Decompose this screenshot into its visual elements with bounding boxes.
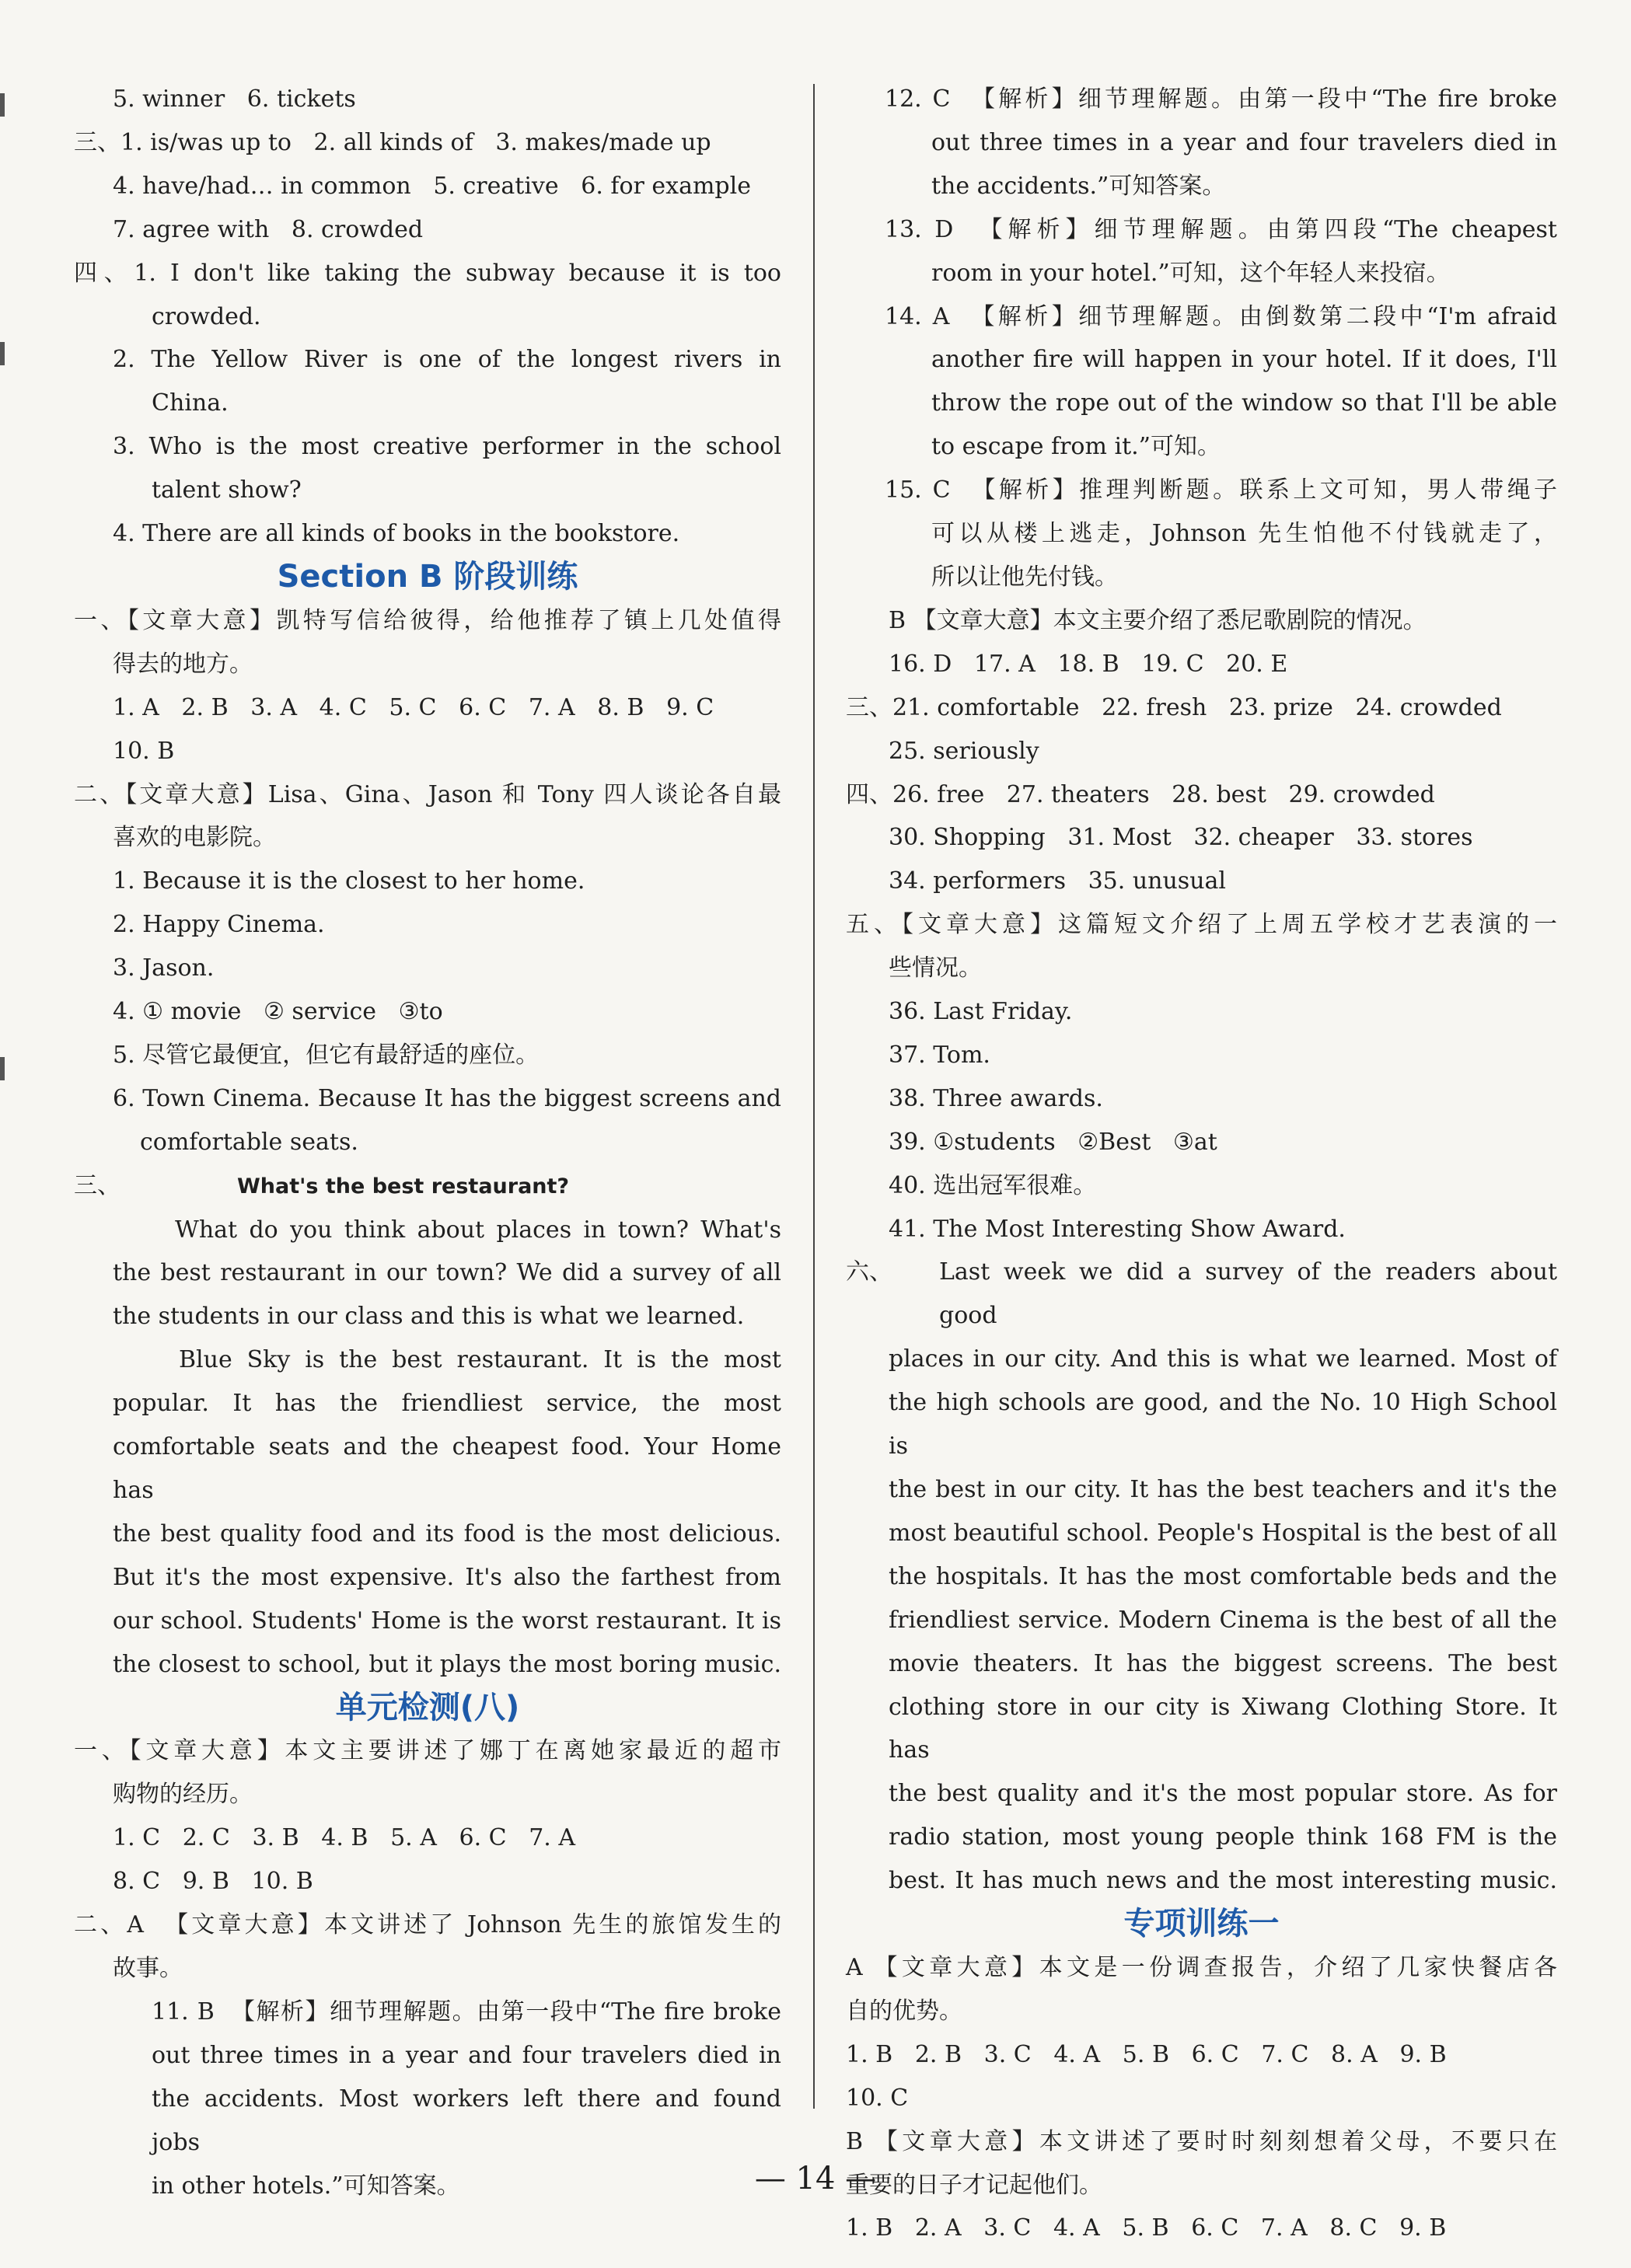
column-divider: [813, 84, 815, 2109]
answer-line: 故事。: [113, 1954, 183, 1982]
answer-line: 14. A 【解析】细节理解题。由倒数第二段中“I'm afraid: [885, 302, 1557, 330]
section-number: 三、: [74, 1171, 120, 1199]
answer-line: 四、26. free 27. theaters 28. best 29. crowded: [846, 780, 1435, 808]
answer-line: 12. C 【解析】细节理解题。由第一段中“The fire broke: [885, 85, 1557, 113]
answer-line: 4. have/had… in common 5. creative 6. for example: [113, 172, 751, 200]
essay-line: What do you think about places in town? What's: [175, 1216, 781, 1244]
answer-line: comfortable seats.: [140, 1128, 358, 1156]
answer-line: 39. ①students ②Best ③at: [889, 1128, 1217, 1156]
answer-line: 自的优势。: [846, 1997, 962, 2025]
answer-line: 可以从楼上逃走，Johnson 先生怕他不付钱就走了，: [931, 520, 1557, 548]
answer-line: room in your hotel.”可知，这个年轻人来投宿。: [931, 259, 1450, 287]
answer-line: B 【文章大意】本文主要介绍了悉尼歌剧院的情况。: [889, 606, 1427, 634]
answer-line: 37. Tom.: [889, 1041, 990, 1069]
answer-line: the accidents.”可知答案。: [931, 172, 1226, 200]
edge-mark: [0, 342, 5, 365]
essay-line: best. It has much news and the most interesting music.: [889, 1867, 1557, 1895]
answer-line: 3. Jason.: [113, 954, 215, 982]
answer-line: 13. D 【解析】细节理解题。由第四段“The cheapest: [885, 215, 1557, 243]
page-number: — 14 —: [754, 2161, 877, 2196]
answer-line: throw the rope out of the window so that I'll be able: [931, 389, 1557, 417]
answer-line: 1. Because it is the closest to her home.: [113, 867, 585, 895]
answer-line: the accidents. Most workers left there and found jobs: [152, 2085, 789, 2156]
answer-line: another fire will happen in your hotel. If it does, I'll: [931, 346, 1557, 374]
essay-line: the hospitals. It has the most comfortable beds and the: [889, 1562, 1557, 1590]
essay-line: comfortable seats and the cheapest food. Your Home has: [113, 1433, 789, 1504]
answer-line: 10. C: [846, 2084, 909, 2112]
answer-line: 重要的日子才记起他们。: [846, 2171, 1102, 2199]
left-column: [74, 78, 789, 2207]
essay-line: popular. It has the friendliest service, the most: [113, 1390, 781, 1418]
section-number: 六、: [846, 1258, 892, 1286]
answer-line: 所以让他先付钱。: [931, 563, 1118, 591]
answer-line: 2. Happy Cinema.: [113, 911, 325, 939]
answer-line: 4. ① movie ② service ③to: [113, 998, 443, 1026]
answer-line: 8. C 9. B 10. B: [113, 1868, 313, 1896]
answer-line: to escape from it.”可知。: [931, 433, 1221, 461]
answer-line: 5. 尽管它最便宜，但它有最舒适的座位。: [113, 1041, 540, 1069]
answer-line: 些情况。: [889, 954, 982, 982]
essay-title: What's the best restaurant?: [237, 1174, 570, 1199]
answer-line: 34. performers 35. unusual: [889, 867, 1227, 895]
essay-line: the best restaurant in our town? We did a survey of all: [113, 1259, 781, 1287]
essay-line: friendliest service. Modern Cinema is the best of all the: [889, 1606, 1557, 1634]
answer-line: 一、【文章大意】凯特写信给彼得，给他推荐了镇上几处值得: [74, 606, 781, 634]
answer-line: 二、【文章大意】Lisa、Gina、Jason 和 Tony 四人谈论各自最: [74, 780, 781, 808]
answer-line: 41. The Most Interesting Show Award.: [889, 1215, 1346, 1243]
answer-line: 1. B 2. A 3. C 4. A 5. B 6. C 7. A 8. C 9. B: [846, 2214, 1447, 2242]
essay-line: the best quality food and its food is the most delicious.: [113, 1520, 781, 1547]
section-heading: Section B 阶段训练: [277, 558, 578, 595]
essay-line: the students in our class and this is what we learned.: [113, 1303, 745, 1331]
section-heading: 专项训练一: [1123, 1906, 1280, 1942]
edge-mark: [0, 1057, 5, 1080]
answer-line: 4. There are all kinds of books in the bookstore.: [113, 520, 680, 548]
answer-line: 16. D 17. A 18. B 19. C 20. E: [889, 650, 1288, 678]
answer-line: B 【文章大意】本文讲述了要时时刻刻想着父母，不要只在: [846, 2127, 1557, 2155]
answer-line: 四、1. I don't like taking the subway because it is too: [74, 259, 781, 287]
answer-line: in other hotels.”可知答案。: [152, 2172, 460, 2200]
essay-line: the high schools are good, and the No. 10 High School is: [889, 1389, 1565, 1460]
essay-title-line: [74, 1164, 781, 1209]
essay-line: places in our city. And this is what we learned. Most of: [889, 1345, 1557, 1373]
answer-line: 3. Who is the most creative performer in the school: [113, 433, 781, 461]
essay-line: our school. Students' Home is the worst restaurant. It is: [113, 1607, 781, 1635]
answer-line: A 【文章大意】本文是一份调查报告，介绍了几家快餐店各: [846, 1953, 1557, 1981]
essay-line: clothing store in our city is Xiwang Clothing Store. It has: [889, 1693, 1565, 1764]
answer-line: out three times in a year and four travelers died in: [931, 128, 1557, 156]
essay-line: the closest to school, but it plays the most boring music.: [113, 1650, 781, 1678]
essay-first-line: [846, 1251, 1565, 1338]
answer-line: 一、【文章大意】本文主要讲述了娜丁在离她家最近的超市: [74, 1737, 781, 1765]
essay-line: the best in our city. It has the best teachers and it's the: [889, 1476, 1557, 1503]
answer-line: out three times in a year and four travelers died in: [152, 2041, 781, 2069]
essay-line: the best quality and it's the most popular store. As for: [889, 1780, 1557, 1808]
edge-mark: [0, 93, 5, 117]
answer-line: 得去的地方。: [113, 650, 253, 678]
essay-line: Blue Sky is the best restaurant. It is the most: [179, 1346, 781, 1374]
answer-line: 喜欢的电影院。: [113, 824, 276, 852]
answer-line: 三、21. comfortable 22. fresh 23. prize 24. crowded: [846, 693, 1502, 721]
answer-line: 36. Last Friday.: [889, 998, 1073, 1026]
answer-line: 6. Town Cinema. Because It has the biggest screens and: [113, 1084, 781, 1112]
answer-line: crowded.: [152, 302, 261, 330]
answer-line: 三、1. is/was up to 2. all kinds of 3. makes/made up: [74, 128, 711, 156]
answer-line: talent show?: [152, 476, 302, 504]
answer-line: 1. C 2. C 3. B 4. B 5. A 6. C 7. A: [113, 1824, 576, 1852]
essay-line: radio station, most young people think 168 FM is the: [889, 1823, 1557, 1851]
section-heading: 单元检测(八): [335, 1689, 520, 1725]
answer-line: 5. winner 6. tickets: [113, 85, 356, 113]
answer-line: 30. Shopping 31. Most 32. cheaper 33. stores: [889, 824, 1473, 852]
answer-line: 1. B 2. B 3. C 4. A 5. B 6. C 7. C 8. A 9. B: [846, 2040, 1447, 2068]
answer-line: 40. 选出冠军很难。: [889, 1171, 1097, 1199]
essay-line: Last week we did a survey of the readers about good: [939, 1258, 1565, 1330]
essay-line: most beautiful school. People's Hospital is the best of all: [889, 1519, 1557, 1547]
answer-line: 1. A 2. B 3. A 4. C 5. C 6. C 7. A 8. B 9. C: [113, 693, 714, 721]
answer-line: 15. C 【解析】推理判断题。联系上文可知，男人带绳子: [885, 476, 1557, 504]
right-column: [846, 78, 1565, 2250]
answer-line: 购物的经历。: [113, 1781, 253, 1809]
answer-line: 38. Three awards.: [889, 1084, 1103, 1112]
answer-line: 11. B 【解析】细节理解题。由第一段中“The fire broke: [152, 1998, 781, 2025]
answer-line: 25. seriously: [889, 737, 1039, 765]
answer-line: 五、【文章大意】这篇短文介绍了上周五学校才艺表演的一: [846, 911, 1557, 939]
essay-line: But it's the most expensive. It's also the farthest from: [113, 1563, 781, 1591]
answer-line: 7. agree with 8. crowded: [113, 215, 424, 243]
answer-line: 10. B: [113, 737, 175, 765]
answer-line: 二、A 【文章大意】本文讲述了 Johnson 先生的旅馆发生的: [74, 1911, 781, 1939]
essay-line: movie theaters. It has the biggest screens. The best: [889, 1649, 1557, 1677]
answer-line: China.: [152, 389, 229, 417]
answer-line: 2. The Yellow River is one of the longest rivers in: [113, 346, 781, 374]
